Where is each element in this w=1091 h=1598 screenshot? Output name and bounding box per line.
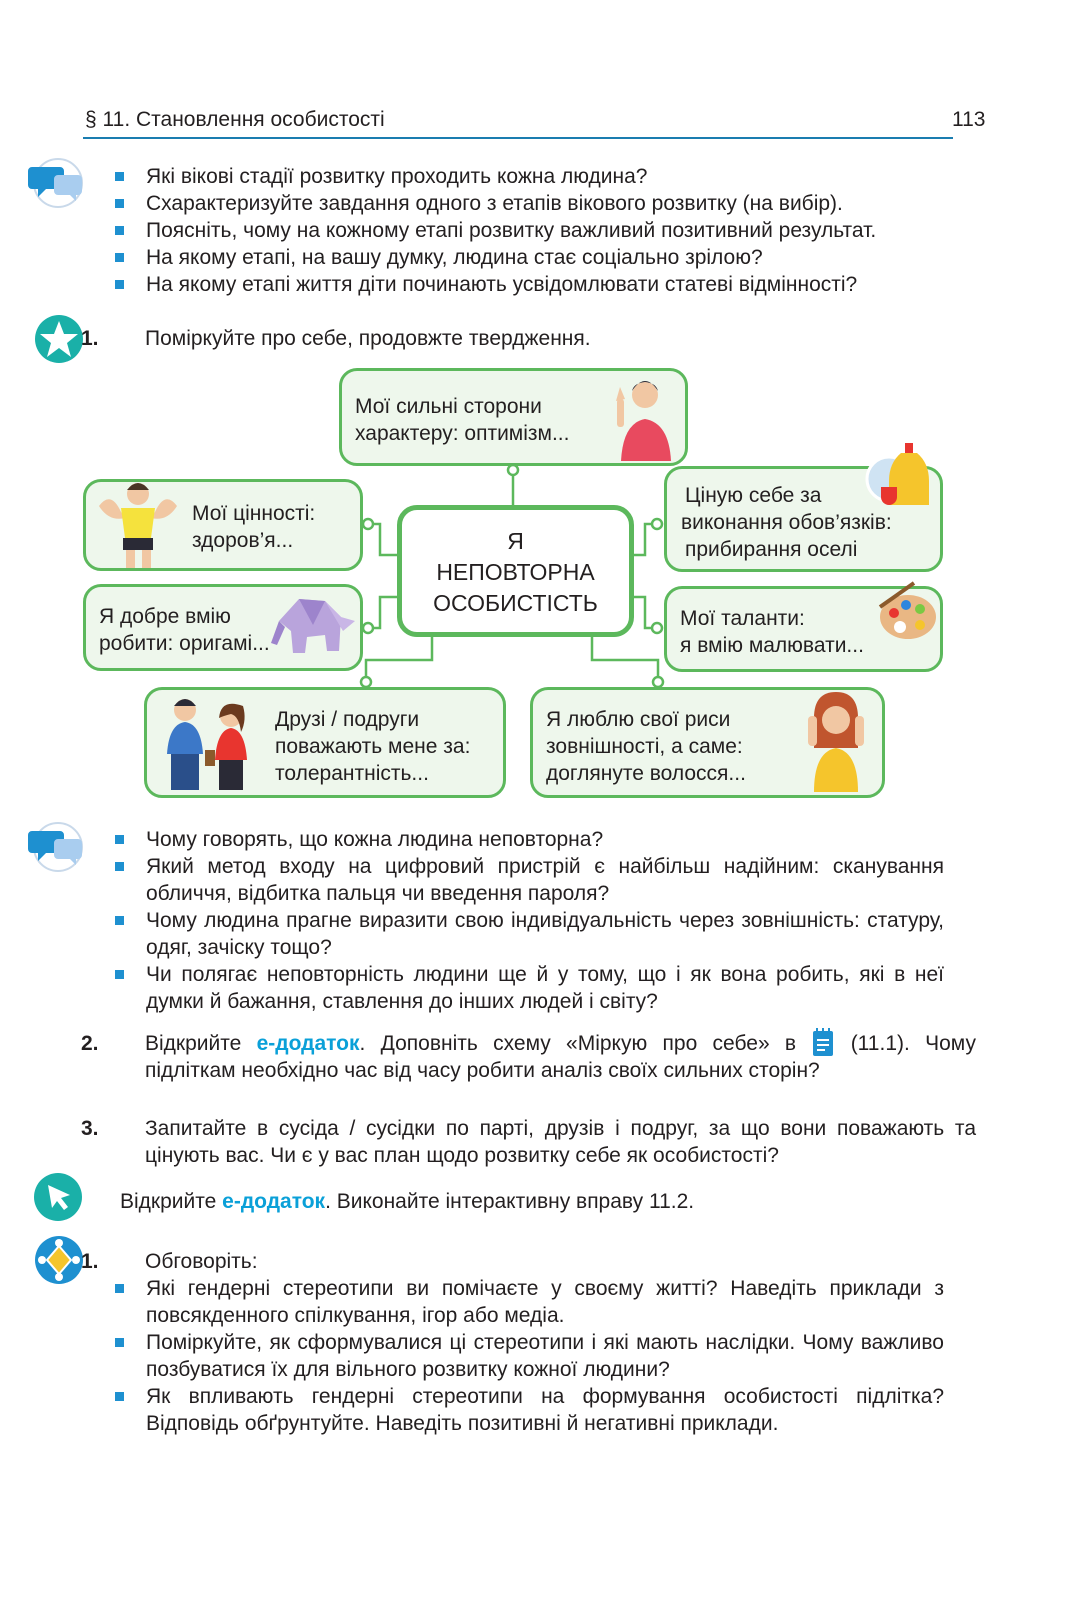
task-text: Поміркуйте про себе, продовжте твердження. — [145, 327, 591, 350]
list-item: Поміркуйте, як сформувалися ці стереотипи і які мають наслідки. Чому важливо позбуватися їх для вільного розвитку кожної людини? — [113, 1329, 944, 1383]
list-item: Чому говорять, що кожна людина неповторна? — [113, 826, 944, 853]
strong-man-icon — [91, 476, 186, 572]
list-item: На якому етапі, на вашу думку, людина стає соціально зрілою? — [113, 244, 948, 271]
list-item: Чи полягає неповторність людини ще й у тому, що і як вона робить, які в неї думки й бажання, ставлення до інших людей і світу? — [113, 961, 944, 1015]
node-friends: Друзі / подруги поважають мене за: толерантність... — [144, 687, 506, 798]
list-item: Які вікові стадії розвитку проходить кожна людина? — [113, 163, 948, 190]
questions-list-2 — [113, 826, 944, 1015]
page-number: 113 — [952, 108, 986, 131]
origami-elephant-icon — [269, 591, 359, 663]
node-appearance: Я люблю свої риси зовнішності, а саме: доглянуте волосся... — [530, 687, 885, 798]
page-header-title: § 11. Становлення особистості — [85, 108, 385, 131]
discussion-icon — [28, 821, 86, 873]
task-number: 1. — [81, 1250, 99, 1273]
friends-icon — [153, 694, 263, 794]
e-app-link[interactable]: е-додаток — [256, 1032, 360, 1055]
task-number: 3. — [81, 1117, 99, 1140]
node-self-worth: Ціную себе за виконання обов’язків: прибирання оселі — [664, 466, 943, 572]
task-3: 3. Запитайте в сусіда / сусідки по парті, друзів і подруг, за що вони поважають та цінують вас. Чи є у вас план щодо розвитку себе як особистості? — [81, 1117, 976, 1167]
discussion-list — [113, 1275, 944, 1437]
list-item: Схарактеризуйте завдання одного з етапів вікового розвитку (на вибір). — [113, 190, 948, 217]
interactive-exercise: Відкрийте е-додаток. Виконайте інтерактивну вправу 11.2. — [120, 1190, 695, 1213]
list-item: На якому етапі життя діти починають усвідомлювати статеві відмінності? — [113, 271, 948, 298]
list-item: Які гендерні стереотипи ви помічаєте у своєму житті? Наведіть приклади з повсякденного спілкування, ігор або медіа. — [113, 1275, 944, 1329]
young-man-waving-icon — [607, 371, 682, 464]
list-item: Чому людина прагне виразити свою індивідуальність через зовнішність: статуру, одяг, зачіску тощо? — [113, 907, 944, 961]
girl-touching-face-icon — [796, 688, 876, 794]
group-discussion-icon — [33, 1234, 85, 1286]
node-strengths: Мої сильні сторони характеру: оптимізм... — [339, 368, 688, 466]
node-skills: Я добре вмію робити: оригамі... — [83, 584, 363, 671]
list-item: Який метод входу на цифровий пристрій є найбільш надійним: сканування обличчя, відбитка пальця чи введення пароля? — [113, 853, 944, 907]
mindmap-center: Я НЕПОВТОРНА ОСОБИСТІСТЬ — [397, 505, 634, 637]
task-2: 2. Відкрийте е-додаток. Доповніть схему «Міркую про себе» в (11.1). Чому підліткам необхідно час від часу робити аналіз своїх сильних сторін? — [113, 1027, 976, 1084]
task-number: 1. — [81, 327, 99, 350]
notebook-icon[interactable] — [811, 1027, 835, 1057]
discussion-task: 1. Обговоріть: — [81, 1250, 258, 1273]
cursor-click-icon[interactable] — [32, 1171, 84, 1223]
cleaning-supplies-icon — [861, 435, 933, 509]
node-talents: Мої таланти: я вмію малювати... — [664, 586, 943, 672]
list-item: Як впливають гендерні стереотипи на формування особистості підлітка? Відповідь обґрунтуйте. Наведіть позитивні й негативні приклади. — [113, 1383, 944, 1437]
e-app-link[interactable]: е-додаток — [222, 1190, 326, 1213]
list-item: Поясніть, чому на кожному етапі розвитку важливий позитивний результат. — [113, 217, 948, 244]
node-values: Мої цінності: здоров’я... — [83, 479, 363, 571]
task-number: 2. — [81, 1032, 99, 1055]
paint-palette-icon — [874, 581, 940, 645]
